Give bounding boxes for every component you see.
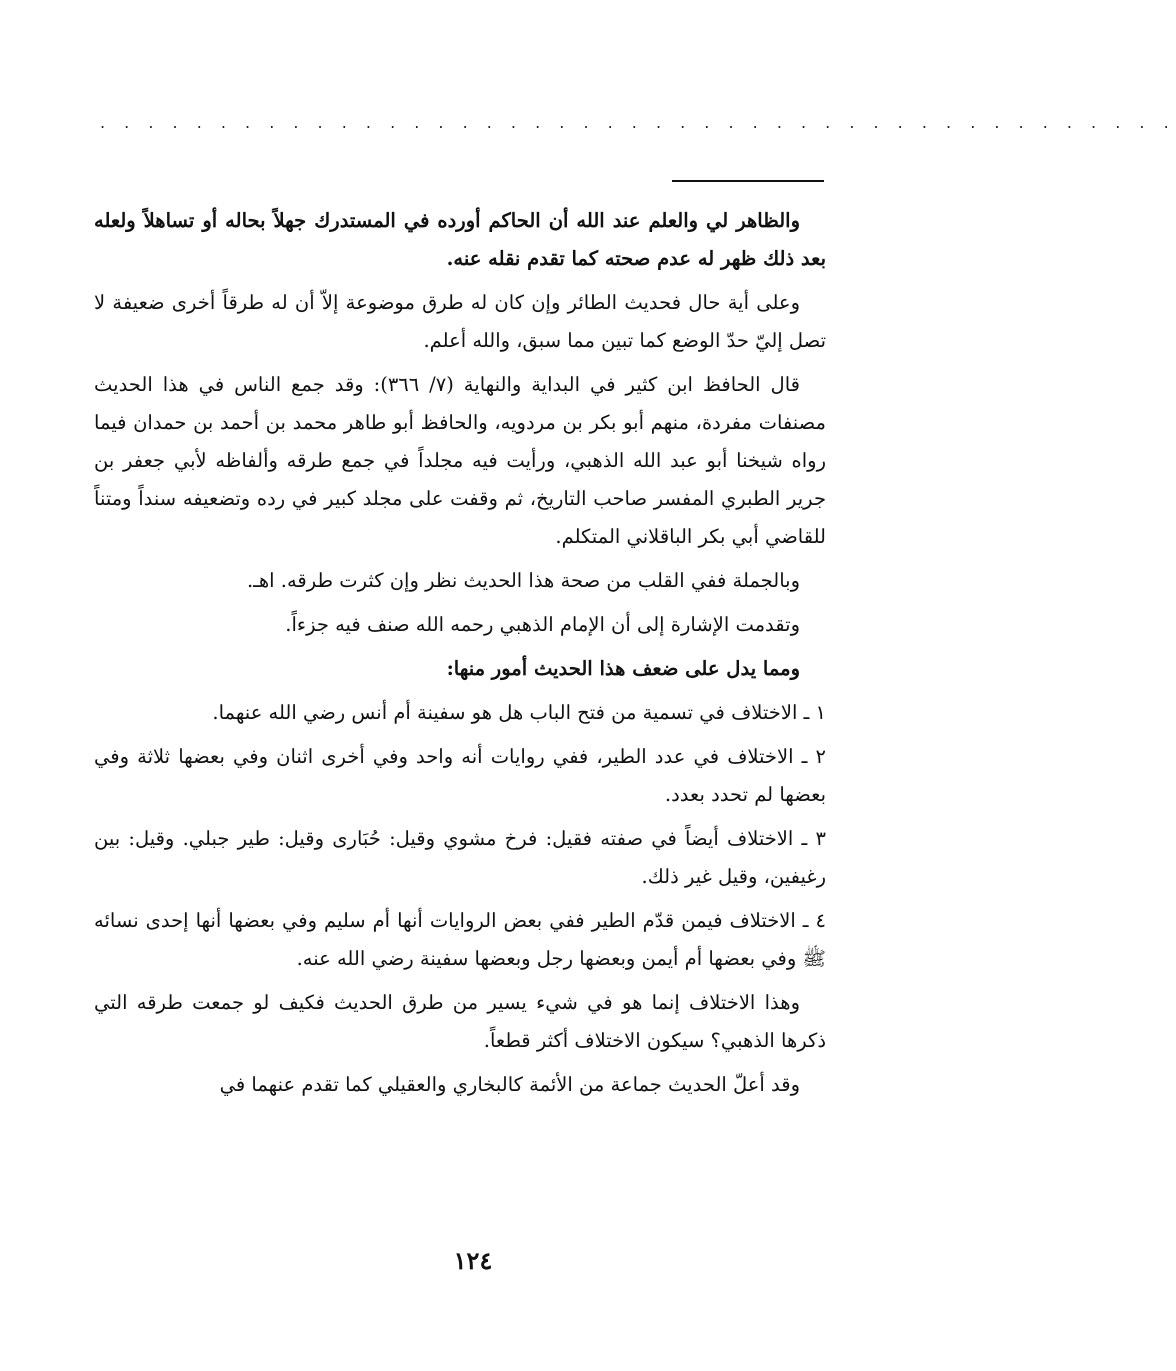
paragraph-1: والظاهر لي والعلم عند الله أن الحاكم أورده في المستدرك جهلاً بحاله أو تساهلاً ولعله بعد ذلك ظهر له عدم صحته كما تقدم نقله عنه.: [94, 209, 826, 270]
paragraph-6: ومما يدل على ضعف هذا الحديث أمور منها:: [446, 657, 800, 680]
footnote-rule: [672, 180, 824, 182]
paragraph-3: قال الحافظ ابن كثير في البداية والنهاية (٧/ ٣٦٦): وقد جمع الناس في هذا الحديث مصنفات مفردة، منهم أبو بكر بن مردويه، والحافظ أبو طاهر محمد بن أحمد بن حمدان فيما رواه شيخنا أبو عبد الله الذهبي، ورأيت فيه مجلداً في جمع طرقه وألفاظه لأبي جعفر بن جرير الطبري المفسر صاحب التاريخ، ثم وقفت على مجلد كبير في رده وتضعيفه سنداً ومتناً للقاضي أبي بكر الباقلاني المتكلم.: [94, 373, 826, 548]
page-body: [94, 202, 826, 1110]
footnote-dotted-separator: . . . . . . . . . . . . . . . . . . . . . . . . . . . . . . . . . . . . . . . . . . . . .: [100, 113, 1176, 132]
paragraph-7: وهذا الاختلاف إنما هو في شيء يسير من طرق الحديث فكيف لو جمعت طرقه التي ذكرها الذهبي؟ سيكون الاختلاف أكثر قطعاً.: [94, 991, 826, 1052]
paragraph-8: وقد أعلّ الحديث جماعة من الأئمة كالبخاري والعقيلي كما تقدم عنهما في: [219, 1073, 800, 1096]
paragraph-5: وتقدمت الإشارة إلى أن الإمام الذهبي رحمه الله صنف فيه جزءاً.: [285, 613, 800, 636]
paragraph-4: وبالجملة ففي القلب من صحة هذا الحديث نظر وإن كثرت طرقه. اهـ.: [246, 569, 800, 592]
page-number: ١٢٤: [453, 1246, 493, 1275]
list-item-1: ١ ـ الاختلاف في تسمية من فتح الباب هل هو سفينة أم أنس رضي الله عنهما.: [212, 701, 826, 724]
paragraph-2: وعلى أية حال فحديث الطائر وإن كان له طرق موضوعة إلاّ أن له طرقاً أخرى ضعيفة لا تصل إليّ حدّ الوضع كما تبين مما سبق، والله أعلم.: [94, 291, 826, 352]
list-item-4: ٤ ـ الاختلاف فيمن قدّم الطير ففي بعض الروايات أنها أم سليم وفي بعضها أنها إحدى نسائه ﷺ وفي بعضها أم أيمن وبعضها رجل وبعضها سفينة رضي الله عنه.: [94, 909, 826, 970]
list-item-3: ٣ ـ الاختلاف أيضاً في صفته فقيل: فرخ مشوي وقيل: حُبَارى وقيل: طير جبلي. وقيل: بين رغيفين، وقيل غير ذلك.: [94, 827, 826, 888]
list-item-2: ٢ ـ الاختلاف في عدد الطير، ففي روايات أنه واحد وفي أخرى اثنان وفي بعضها ثلاثة وفي بعضها لم تحدد بعدد.: [94, 745, 826, 806]
